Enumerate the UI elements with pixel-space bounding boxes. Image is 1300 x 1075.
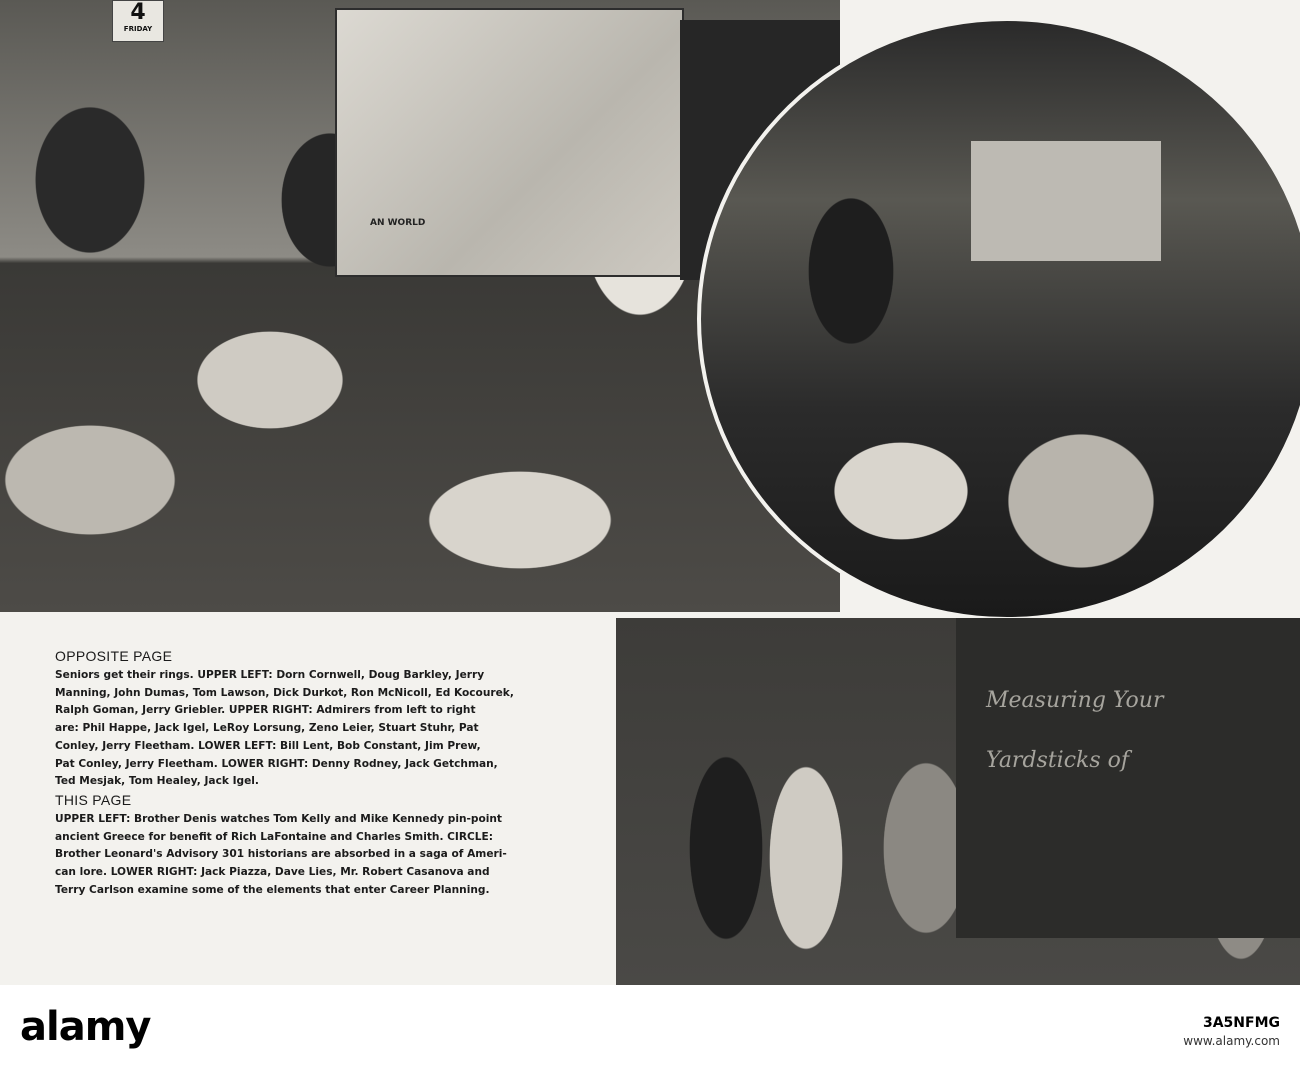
chalk-writing-line2: Yardsticks of bbox=[986, 748, 1130, 773]
alamy-logo bbox=[20, 1004, 150, 1050]
opposite-page-heading: OPPOSITE PAGE bbox=[55, 648, 173, 664]
opposite-page-caption: Seniors get their rings. UPPER LEFT: Dorn Cornwell, Doug Barkley, Jerry Manning, John Dumas, Tom Lawson, Dick Durkot, Ron McNicoll, Ed Kocourek, Ralph Goman, Jerry Griebler. UPPER RIGHT: Admirers from left to right are: Phil Happe, Jack Igel, LeRoy Lorsung, Zeno Leier, Stuart Stuhr, Pat Conley, Jerry Fleetham. LOWER LEFT: Bill Lent, Bob Constant, Jim Prew, Pat Conley, Jerry Fleetham. LOWER RIGHT: Denny Rodney, Jack Getchman, Ted Mesjak, Tom Healey, Jack Igel. bbox=[55, 669, 514, 788]
alamy-meta bbox=[1183, 1014, 1280, 1050]
wall-calendar bbox=[112, 0, 164, 42]
image-id: 3A5NFMG bbox=[1202, 1015, 1280, 1031]
this-page-heading: THIS PAGE bbox=[55, 791, 132, 808]
photo-lower-right-career-planning bbox=[616, 618, 1300, 985]
this-page-caption: UPPER LEFT: Brother Denis watches Tom Kelly and Mike Kennedy pin-point ancient Greece for benefit of Rich LaFontaine and Charles Smith. CIRCLE: Brother Leonard's Advisory 301 historians are absorbed in a saga of Ameri- can lore. LOWER RIGHT: Jack Piazza, Dave Lies, Mr. Robert Casanova and Terry Carlson examine some of the elements that enter Career Planning. bbox=[55, 812, 507, 896]
chalk-writing-line1: Measuring Your bbox=[986, 688, 1164, 713]
chalkboard bbox=[956, 618, 1300, 938]
watermark-footer bbox=[0, 985, 1300, 1075]
wall-map bbox=[335, 8, 684, 277]
calendar-weekday: FRIDAY bbox=[123, 25, 153, 33]
wall-map-label: AN WORLD bbox=[370, 218, 426, 228]
alamy-url: www.alamy.com bbox=[1183, 1034, 1280, 1048]
alamy-logo-text: alamy bbox=[20, 1004, 151, 1050]
photo-circle-projector-class bbox=[697, 17, 1300, 621]
calendar-day: 4 bbox=[130, 0, 146, 25]
caption-block bbox=[55, 648, 605, 900]
